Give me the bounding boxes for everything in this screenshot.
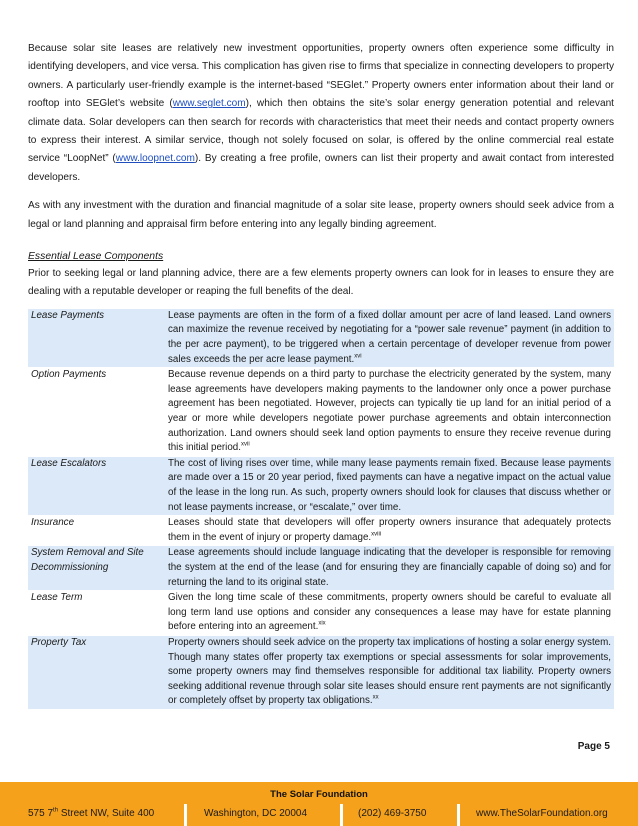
- footer-phone: (202) 469-3750: [358, 808, 427, 819]
- lease-term-description: [165, 516, 614, 546]
- table-row: [28, 591, 614, 636]
- lease-term-label: Lease Term: [28, 591, 165, 636]
- loopnet-link[interactable]: www.loopnet.com: [115, 153, 195, 165]
- address-number: 575 7: [28, 808, 54, 819]
- endnote-marker: xx: [372, 695, 379, 702]
- seglet-link[interactable]: www.seglet.com: [172, 98, 246, 110]
- footer-contact-row: [0, 804, 638, 822]
- description-text: Lease agreements should include language indicating that the developer is responsible for removing the system at the end of the lease (and for ensuring they are financially capable of doing so) and for returning the land to its original state.: [168, 547, 611, 588]
- footer-website[interactable]: www.TheSolarFoundation.org: [476, 808, 608, 819]
- table-row: [28, 456, 614, 515]
- description-text: Lease payments are often in the form of a fixed dollar amount per acre of land leased. Land owners can maximize the revenue received by negotiating for a “power sale revenue” payment (in addition to the per acre payment), to be triggered when a certain percentage of developer revenue from power sales exceeds the per acre lease payment.: [168, 309, 611, 365]
- footer-divider: [457, 804, 460, 826]
- footer-city: Washington, DC 20004: [204, 808, 308, 819]
- lease-term-label: System Removal and Site Decommissioning: [28, 546, 165, 591]
- endnote-marker: xviii: [371, 531, 382, 538]
- lease-components-table: [28, 308, 614, 709]
- lease-term-description: [165, 308, 614, 367]
- page-content: [28, 40, 614, 709]
- lease-term-description: [165, 368, 614, 457]
- page-number: Page 5: [577, 741, 610, 752]
- paragraph-advice: As with any investment with the duration and financial magnitude of a solar site lease, property owners should seek advice from a legal or land planning and appraisal firm before entering into any legally binding agreement.: [28, 200, 614, 230]
- lease-term-description: [165, 546, 614, 591]
- lease-term-label: Insurance: [28, 516, 165, 546]
- footer-address: [28, 808, 154, 819]
- description-text: Leases should state that developers will offer property owners insurance that adequately protects them in the event of injury or property damage.: [168, 517, 611, 543]
- address-suffix: th: [53, 807, 59, 814]
- lease-term-label: Lease Payments: [28, 308, 165, 367]
- endnote-marker: xvi: [354, 353, 362, 360]
- lease-term-description: [165, 456, 614, 515]
- description-text: The cost of living rises over time, while many lease payments remain fixed. Because lease payments are made over a 15 or 20 year period, fixed payments can have a negative impact on the actual value of the lease in the long run. As such, property owners should look for clauses that discuss whether or not lease payments increase, or “escalate,” over time.: [168, 457, 611, 513]
- paragraph-text: ), which then obtains the site’s solar energy generation potential and relevant climate data. Solar developers can then search for records with characteristics that meet their needs and contact property owners to express their interest. A similar service, though not solely focused on solar, is offered by the online commercial real estate service “LoopNet” (: [28, 98, 614, 165]
- endnote-marker: xvii: [240, 441, 250, 448]
- lease-term-label: Lease Escalators: [28, 456, 165, 515]
- table-row: [28, 368, 614, 457]
- table-row: [28, 546, 614, 591]
- section-title: Essential Lease Components: [28, 251, 164, 263]
- paragraph-text: ). By creating a free profile, owners can list their property and await contact from interested developers.: [28, 153, 615, 183]
- table-row: [28, 308, 614, 367]
- lease-term-description: [165, 591, 614, 636]
- footer-divider: [184, 804, 187, 826]
- description-text: Property owners should seek advice on the property tax implications of hosting a solar energy system. Though many states offer property tax exemptions or special assessments for solar improvements, some property owners may find themselves responsible for additional tax liability. Property owners seeking additional revenue through solar site leases should ensure rent payments are not significantly or completely offset by property tax obligations.: [168, 636, 611, 707]
- footer-divider: [340, 804, 343, 826]
- lease-term-description: [165, 635, 614, 708]
- footer: [0, 782, 638, 826]
- lease-term-label: Option Payments: [28, 368, 165, 457]
- description-text: Because revenue depends on a third party to purchase the electricity generated by the system, many lease agreements have developers making payments to the landowner only once a power purchase agreement has been negotiated. However, projects can typically tie up land for an initial period of a year or more while developers negotiate power purchase agreements and obtain interconnection authorization. Land owners should seek land option payments to ensure they receive revenue during this initial period.: [168, 369, 611, 454]
- table-row: [28, 516, 614, 546]
- footer-org-name: The Solar Foundation: [270, 789, 368, 800]
- endnote-marker: xix: [318, 621, 326, 628]
- lease-term-label: Property Tax: [28, 635, 165, 708]
- table-row: [28, 635, 614, 708]
- paragraph-components-intro: Prior to seeking legal or land planning advice, there are a few elements property owners can look for in leases to ensure they are dealing with a reputable developer or reaping the full benefits of the deal.: [28, 268, 614, 298]
- address-street: Street NW, Suite 400: [58, 808, 155, 819]
- description-text: Given the long time scale of these commitments, property owners should be careful to evaluate all long term land use options and consider any consequences a lease may have for estate planning before entering into an agreement.: [168, 592, 611, 633]
- paragraph-text: Because solar site leases are relatively new investment opportunities, property owners often experience some difficulty in identifying developers, and vice versa. This complication has given rise to firms that specialize in connecting developers to property owners. A particularly user-friendly example is the internet-based “SEGlet.” Property owners enter information about their land or rooftop into SEGlet’s website (: [28, 43, 614, 110]
- paragraph-intro: [28, 40, 614, 187]
